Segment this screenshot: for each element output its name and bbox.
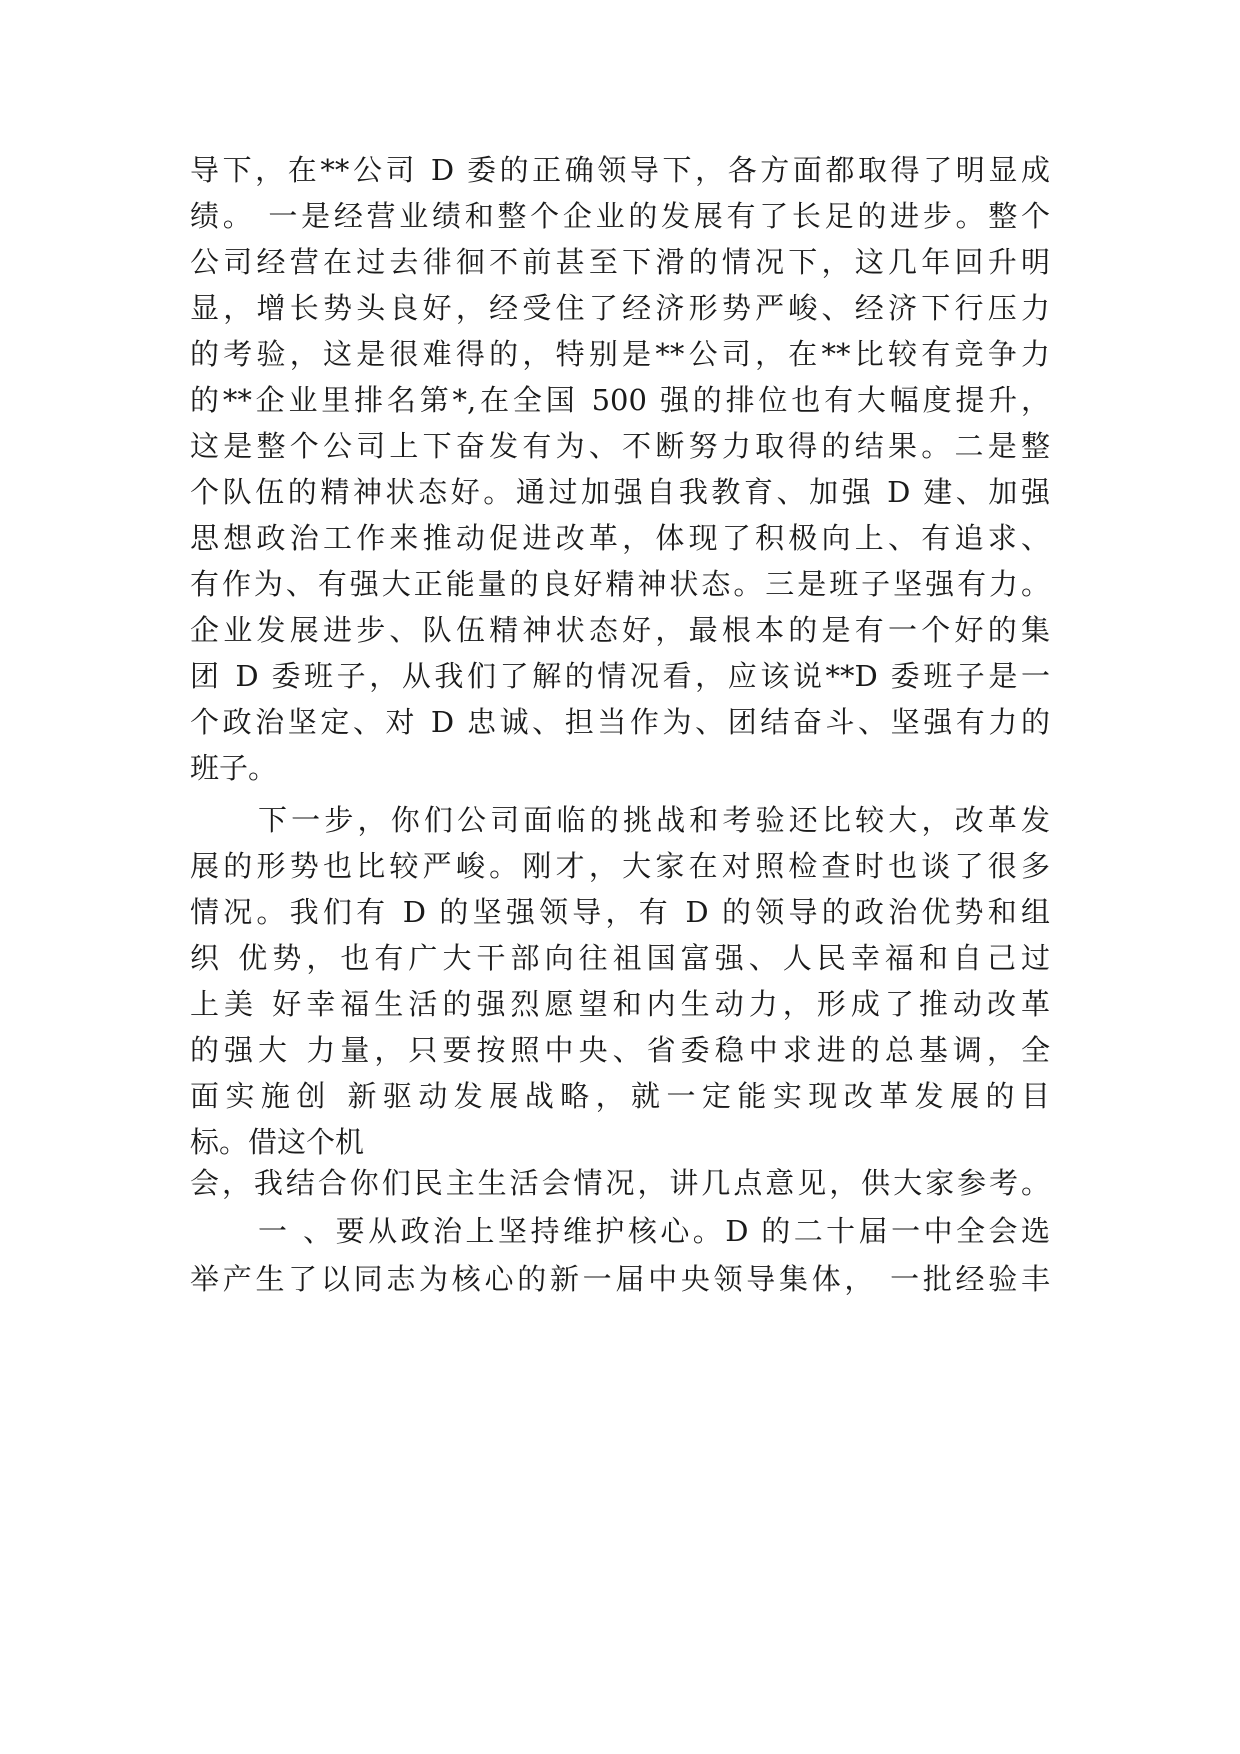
paragraph-1-line-8: 个队伍的精神状态好。通过加强自我教育、加强 D 建、加强 — [190, 475, 1050, 509]
paragraph-3-line-1: 一 、要从政治上坚持维护核心。D 的二十届一中全会选 — [258, 1214, 1050, 1248]
paragraph-2-line-8: 标。借这个机 — [190, 1125, 365, 1159]
paragraph-3-line-2: 举产生了以同志为核心的新一届中央领导集体， 一批经验丰 — [190, 1262, 1050, 1296]
paragraph-2-line-6: 的强大 力量，只要按照中央、省委稳中求进的总基调，全 — [190, 1033, 1050, 1067]
paragraph-1-line-9: 思想政治工作来推动促进改革，体现了积极向上、有追求、 — [190, 521, 1050, 555]
paragraph-1-line-1: 导下，在**公司 D 委的正确领导下，各方面都取得了明显成 — [190, 153, 1050, 187]
paragraph-2-line-9: 会，我结合你们民主生活会情况，讲几点意见，供大家参考。 — [190, 1166, 1050, 1200]
paragraph-1-line-3: 公司经营在过去徘徊不前甚至下滑的情况下，这几年回升明 — [190, 245, 1050, 279]
paragraph-1-line-10: 有作为、有强大正能量的良好精神状态。三是班子坚强有力。 — [190, 567, 1050, 601]
paragraph-1-line-13: 个政治坚定、对 D 忠诚、担当作为、团结奋斗、坚强有力的 — [190, 705, 1050, 739]
paragraph-1-line-5: 的考验，这是很难得的，特别是**公司，在**比较有竞争力 — [190, 337, 1050, 371]
paragraph-1-line-12: 团 D 委班子，从我们了解的情况看，应该说**D 委班子是一 — [190, 659, 1050, 693]
paragraph-2-line-3: 情况。我们有 D 的坚强领导，有 D 的领导的政治优势和组 — [190, 895, 1050, 929]
paragraph-1-line-2: 绩。 一是经营业绩和整个企业的发展有了长足的进步。整个 — [190, 199, 1050, 233]
paragraph-2-line-5: 上美 好幸福生活的强烈愿望和内生动力，形成了推动改革 — [190, 987, 1050, 1021]
paragraph-1-line-11: 企业发展进步、队伍精神状态好，最根本的是有一个好的集 — [190, 613, 1050, 647]
paragraph-2-line-1: 下一步，你们公司面临的挑战和考验还比较大，改革发 — [258, 803, 1050, 837]
paragraph-1-line-6: 的**企业里排名第*,在全国 500 强的排位也有大幅度提升， — [190, 383, 1050, 417]
paragraph-1-line-14: 班子。 — [190, 751, 278, 785]
paragraph-2-line-7: 面实施创 新驱动发展战略，就一定能实现改革发展的目 — [190, 1079, 1050, 1113]
paragraph-1-line-4: 显，增长势头良好，经受住了经济形势严峻、经济下行压力 — [190, 291, 1050, 325]
paragraph-2-line-4: 织 优势，也有广大干部向往祖国富强、人民幸福和自己过 — [190, 941, 1050, 975]
paragraph-1-line-7: 这是整个公司上下奋发有为、不断努力取得的结果。二是整 — [190, 429, 1050, 463]
paragraph-2-line-2: 展的形势也比较严峻。刚才，大家在对照检查时也谈了很多 — [190, 849, 1050, 883]
